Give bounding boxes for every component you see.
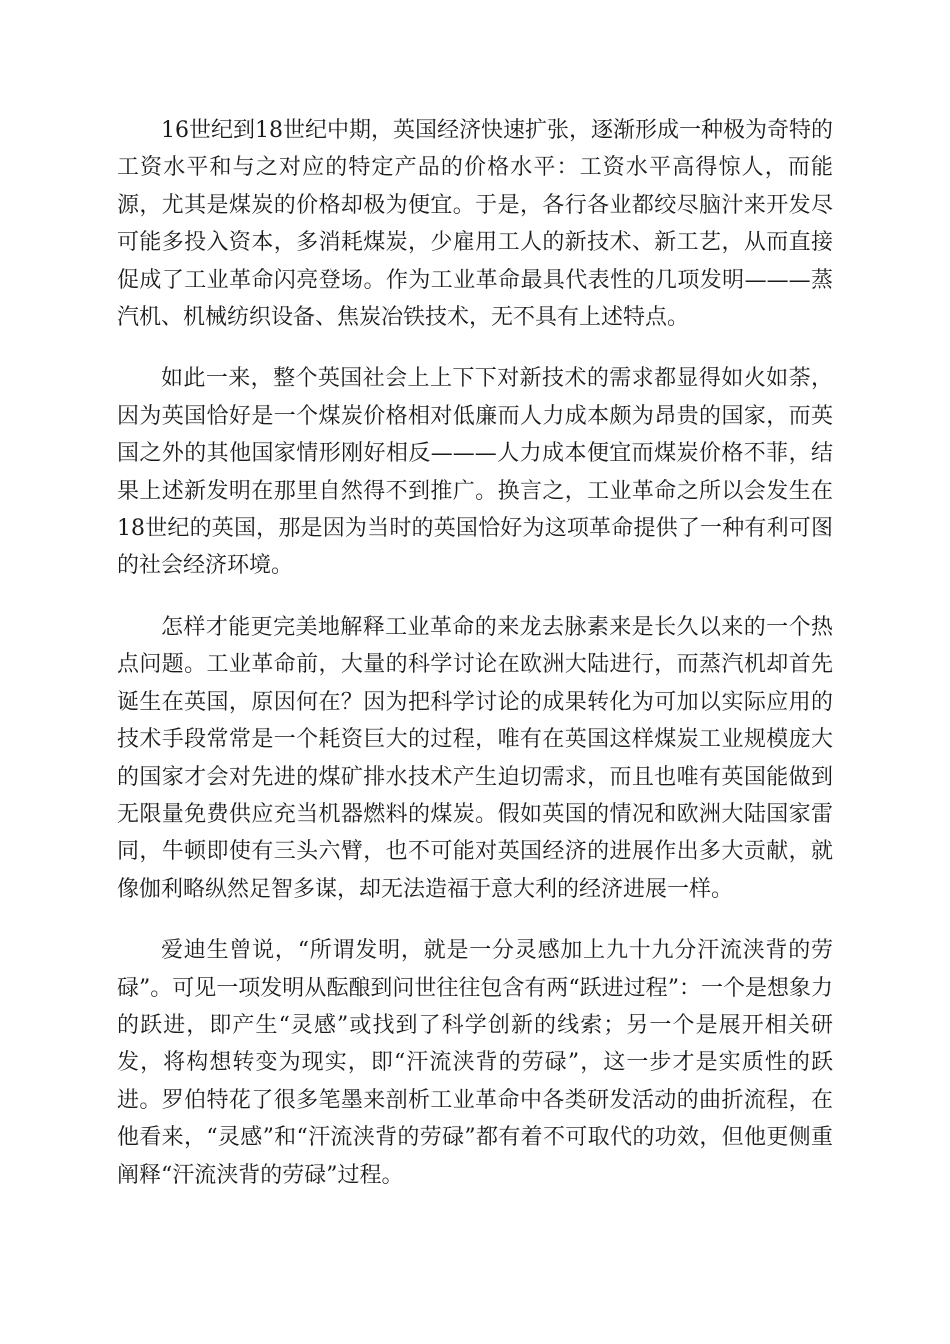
paragraph-3: 怎样才能更完美地解释工业革命的来龙去脉素来是长久以来的一个热点问题。工业革命前，大量的科学讨论在欧洲大陆进行，而蒸汽机却首先诞生在英国，原因何在？因为把科学讨论的成果转化为可加以实际应用的技术手段常常是一个耗资巨大的过程，唯有在英国这样煤炭工业规模庞大的国家才会对先进的煤矿排水技术产生迫切需求，而且也唯有英国能做到无限量免费供应充当机器燃料的煤炭。假如英国的情况和欧洲大陆国家雷同，牛顿即使有三头六臂，也不可能对英国经济的进展作出多大贡献，就像伽利略纵然足智多谋，却无法造福于意大利的经济进展一样。 [117, 614, 833, 902]
paragraph-2: 如此一来，整个英国社会上上下下对新技术的需求都显得如火如荼，因为英国恰好是一个煤炭价格相对低廉而人力成本颇为昂贵的国家，而英国之外的其他国家情形刚好相反———人力成本便宜而煤炭价格不菲，结果上述新发明在那里自然得不到推广。换言之，工业革命之所以会发生在18世纪的英国，那是因为当时的英国恰好为这项革命提供了一种有利可图的社会经济环境。 [117, 366, 833, 579]
article-body [117, 112, 833, 1218]
paragraph-4: 爱迪生曾说，“所谓发明，就是一分灵感加上九十九分汗流浃背的劳碌”。可见一项发明从酝酿到问世往往包含有两“跃进过程”：一个是想象力的跃进，即产生“灵感”或找到了科学创新的线索；另一个是展开相关研发，将构想转变为现实，即“汗流浃背的劳碌”，这一步才是实质性的跃进。罗伯特花了很多笔墨来剖析工业革命中各类研发活动的曲折流程，在他看来，“灵感”和“汗流浃背的劳碌”都有着不可取代的功效，但他更侧重阐释“汗流浃背的劳碌”过程。 [117, 938, 833, 1188]
paragraph-1: 16世纪到18世纪中期，英国经济快速扩张，逐渐形成一种极为奇特的工资水平和与之对应的特定产品的价格水平：工资水平高得惊人，而能源，尤其是煤炭的价格却极为便宜。于是，各行各业都绞尽脑汁来开发尽可能多投入资本，多消耗煤炭，少雇用工人的新技术、新工艺，从而直接促成了工业革命闪亮登场。作为工业革命最具代表性的几项发明———蒸汽机、机械纺织设备、焦炭冶铁技术，无不具有上述特点。 [117, 118, 833, 331]
